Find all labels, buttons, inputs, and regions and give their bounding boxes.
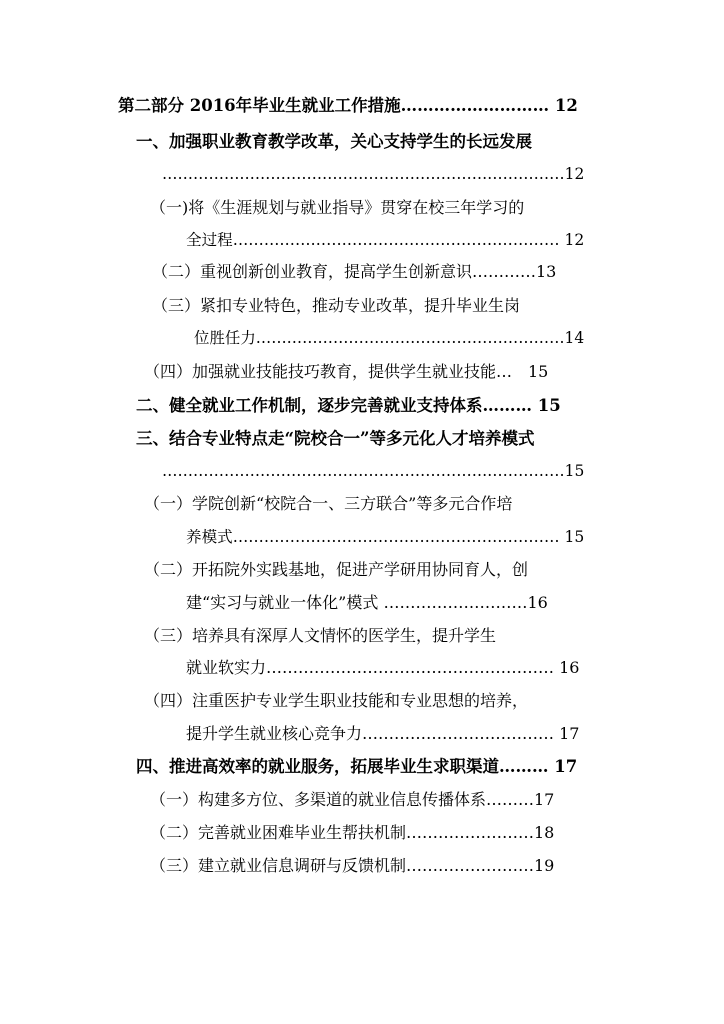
toc-item-3-4: （四）注重医护专业学生职业技能和专业思想的培养， (144, 691, 529, 710)
toc-section-4: 四、推进高效率的就业服务，拓展毕业生求职渠道……… 17 (136, 757, 578, 776)
toc-item-3-3: （三）培养具有深厚人文情怀的医学生，提升学生 (144, 626, 497, 645)
toc-item-3-1: （一）学院创新“校院合一、三方联合”等多元合作培 (144, 494, 513, 513)
toc-section-1-leader: ……………………………………………………………………12 (162, 165, 585, 183)
toc-section-3-leader: ……………………………………………………………………15 (162, 462, 585, 480)
toc-item-3-2: （二）开拓院外实践基地，促进产学研用协同育人，创 (144, 560, 529, 579)
toc-item-4-3: （三）建立就业信息调研与反馈机制……………………19 (150, 856, 555, 875)
toc-item-3-2-cont: 建“实习与就业一体化”模式 ………………………16 (186, 593, 548, 612)
toc-section-3: 三、结合专业特点走“院校合一”等多元化人才培养模式 (136, 429, 535, 448)
toc-part-2: 第二部分 2016年毕业生就业工作措施……………………… 12 (118, 96, 578, 115)
toc-item-3-4-cont: 提升学生就业核心竞争力……………………………… 17 (186, 724, 580, 743)
toc-item-1-3: （三）紧扣专业特色，推动专业改革，提升毕业生岗 (152, 296, 521, 315)
toc-section-1: 一、加强职业教育教学改革，关心支持学生的长远发展 (136, 132, 532, 151)
toc-item-1-3-cont: 位胜任力……………………………………………………14 (194, 329, 585, 347)
toc-item-4-2: （二）完善就业困难毕业生帮扶机制……………………18 (150, 823, 555, 842)
toc-item-1-1: （一)将《生涯规划与就业指导》贯穿在校三年学习的 (150, 198, 525, 217)
toc-item-3-1-cont: 养模式……………………………………………………… 15 (186, 528, 585, 546)
toc-item-1-2: （二）重视创新创业教育，提高学生创新意识…………13 (152, 262, 557, 281)
toc-item-1-4: （四）加强就业技能技巧教育，提供学生就业技能… 15 (144, 362, 549, 381)
toc-section-2: 二、健全就业工作机制，逐步完善就业支持体系……… 15 (136, 396, 561, 415)
toc-item-4-1: （一）构建多方位、多渠道的就业信息传播体系………17 (150, 790, 555, 809)
toc-item-1-1-cont: 全过程……………………………………………………… 12 (186, 231, 585, 249)
toc-item-3-3-cont: 就业软实力……………………………………………… 16 (186, 658, 580, 677)
